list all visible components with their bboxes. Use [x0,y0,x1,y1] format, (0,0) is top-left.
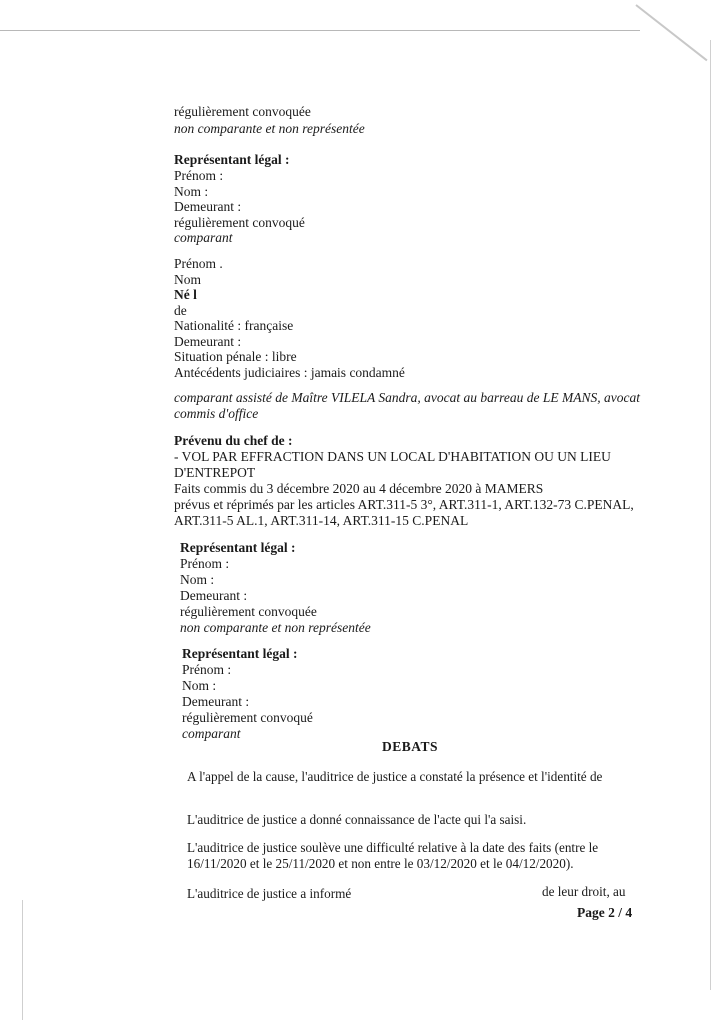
prevenu-assistance-line1: comparant assisté de Maître VILELA Sandra, avocat au barreau de LE MANS, avocat [174,390,640,405]
rep2-status: non comparante et non représentée [180,620,371,635]
charge-line3: Faits commis du 3 décembre 2020 au 4 décembre 2020 à MAMERS [174,481,544,496]
block1-convoquee: régulièrement convoquée [174,104,311,119]
charge-line5: ART.311-5 AL.1, ART.311-14, ART.311-15 C.PENAL [174,513,469,528]
rep1-prenom: Prénom : [174,168,224,183]
charge-line1: - VOL PAR EFFRACTION DANS UN LOCAL D'HABITATION OU UN LIEU [174,449,611,464]
debats-paragraph-2: L'auditrice de justice a donné connaissance de l'acte qui l'a saisi. [187,812,527,827]
rep1-title: Représentant légal : [174,152,290,167]
block1-status: non comparante et non représentée [174,121,365,136]
prevenu-situation: Situation pénale : libre [174,349,297,364]
prevenu-prenom: Prénom . [174,256,223,271]
prevenu-ne: Né l [174,287,197,302]
rep2-demeurant: Demeurant : [180,588,248,603]
debats-paragraph-1: A l'appel de la cause, l'auditrice de justice a constaté la présence et l'identité de [187,769,603,784]
rep1-nom: Nom : [174,184,209,199]
rep3-prenom: Prénom : [182,662,232,677]
rep3-status: comparant [182,726,241,741]
debats-paragraph-3-line2: 16/11/2020 et le 25/11/2020 et non entre le 03/12/2020 et le 04/12/2020). [187,856,574,871]
debats-heading: DEBATS [382,739,439,754]
rep3-convoque: régulièrement convoqué [182,710,313,725]
charge-title: Prévenu du chef de : [174,433,293,448]
page-number: Page 2 / 4 [577,905,633,920]
debats-paragraph-4-start: L'auditrice de justice a informé [187,886,352,901]
rep2-prenom: Prénom : [180,556,230,571]
charge-line4: prévus et réprimés par les articles ART.311-5 3°, ART.311-1, ART.132-73 C.PENAL, [174,497,634,512]
rep2-nom: Nom : [180,572,215,587]
prevenu-assistance-line2: commis d'office [174,406,259,421]
rep3-nom: Nom : [182,678,217,693]
scan-edge-top [0,30,640,31]
scan-fold-corner [635,4,707,61]
rep3-title: Représentant légal : [182,646,298,661]
scan-edge-left [22,900,23,1020]
prevenu-nationalite: Nationalité : française [174,318,294,333]
prevenu-antecedents: Antécédents judiciaires : jamais condamné [174,365,405,380]
debats-paragraph-4-end: de leur droit, au [542,884,626,899]
rep1-demeurant: Demeurant : [174,199,242,214]
rep1-convoque: régulièrement convoqué [174,215,305,230]
prevenu-demeurant: Demeurant : [174,334,242,349]
prevenu-nom: Nom [174,272,201,287]
rep2-title: Représentant légal : [180,540,296,555]
rep1-status: comparant [174,230,233,245]
prevenu-de: de [174,303,187,318]
scan-edge-right [710,40,711,990]
rep3-demeurant: Demeurant : [182,694,250,709]
charge-line2: D'ENTREPOT [174,465,256,480]
rep2-convoque: régulièrement convoquée [180,604,317,619]
debats-paragraph-3-line1: L'auditrice de justice soulève une difficulté relative à la date des faits (entre le [187,840,599,855]
